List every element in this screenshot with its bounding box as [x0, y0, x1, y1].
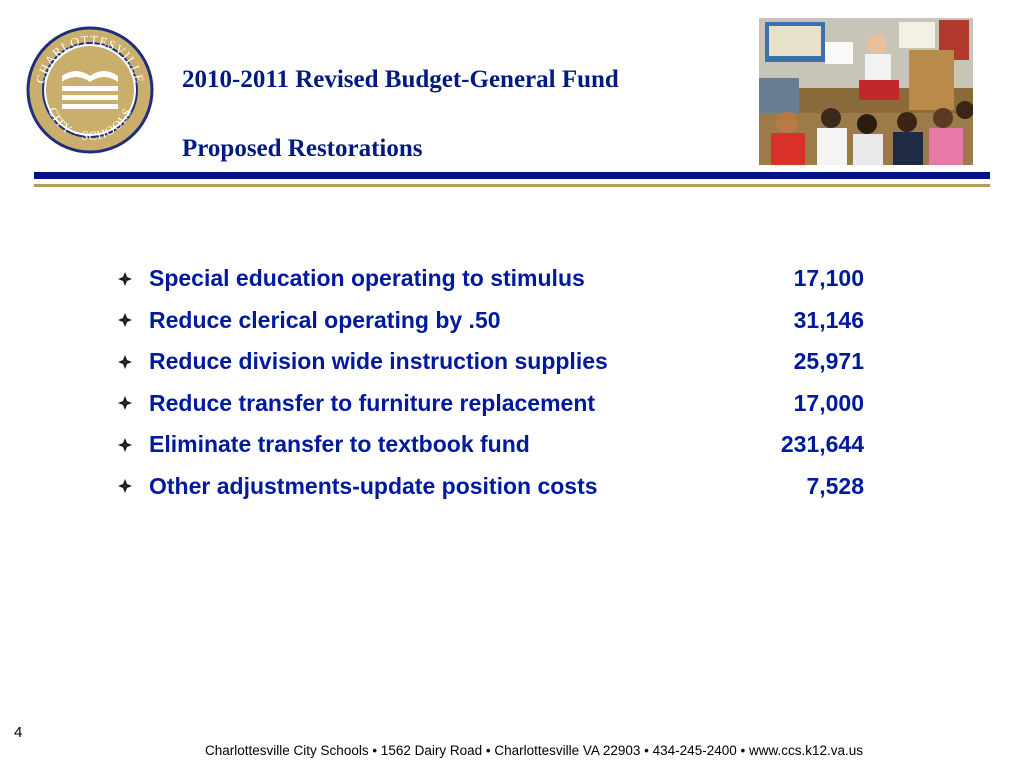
page-number: 4: [14, 724, 23, 741]
item-label: Reduce clerical operating by .50: [149, 306, 501, 333]
footer-contact: Charlottesville City Schools • 1562 Dairy Road • Charlottesville VA 22903 • 434-245-2400 • www.ccs.k12.va.us: [205, 743, 863, 758]
svg-text:CITY · SCHOOLS: CITY · SCHOOLS: [45, 105, 135, 144]
item-label: Special education operating to stimulus: [149, 265, 585, 292]
diamond-bullet-icon: [118, 396, 132, 410]
restorations-list: [118, 258, 864, 507]
item-amount: 25,971: [793, 348, 864, 375]
diamond-bullet-icon: [118, 355, 132, 369]
svg-text:CHARLOTTESVILLE: CHARLOTTESVILLE: [33, 32, 147, 85]
item-amount: 231,644: [780, 431, 864, 458]
list-item: [118, 258, 864, 300]
item-amount: 7,528: [806, 472, 864, 499]
diamond-bullet-icon: [118, 313, 132, 327]
slide-title: 2010-2011 Revised Budget-General Fund: [182, 66, 619, 93]
item-label: Reduce transfer to furniture replacement: [149, 389, 596, 416]
list-item: [118, 300, 864, 342]
list-item: [118, 383, 864, 425]
header-rule-gold: [34, 184, 990, 187]
item-amount: 31,146: [793, 306, 864, 333]
list-item: [118, 424, 864, 466]
diamond-bullet-icon: [118, 272, 132, 286]
header-rule-blue: [34, 172, 990, 179]
item-label: Eliminate transfer to textbook fund: [149, 431, 530, 458]
classroom-photo: [759, 18, 973, 165]
item-amount: 17,000: [793, 389, 864, 416]
diamond-bullet-icon: [118, 479, 132, 493]
list-item: [118, 466, 864, 508]
item-label: Reduce division wide instruction supplies: [149, 348, 608, 375]
item-label: Other adjustments-update position costs: [149, 472, 598, 499]
slide-subtitle: Proposed Restorations: [182, 135, 423, 162]
diamond-bullet-icon: [118, 438, 132, 452]
list-item: [118, 341, 864, 383]
school-logo: [26, 26, 154, 154]
item-amount: 17,100: [793, 265, 864, 292]
